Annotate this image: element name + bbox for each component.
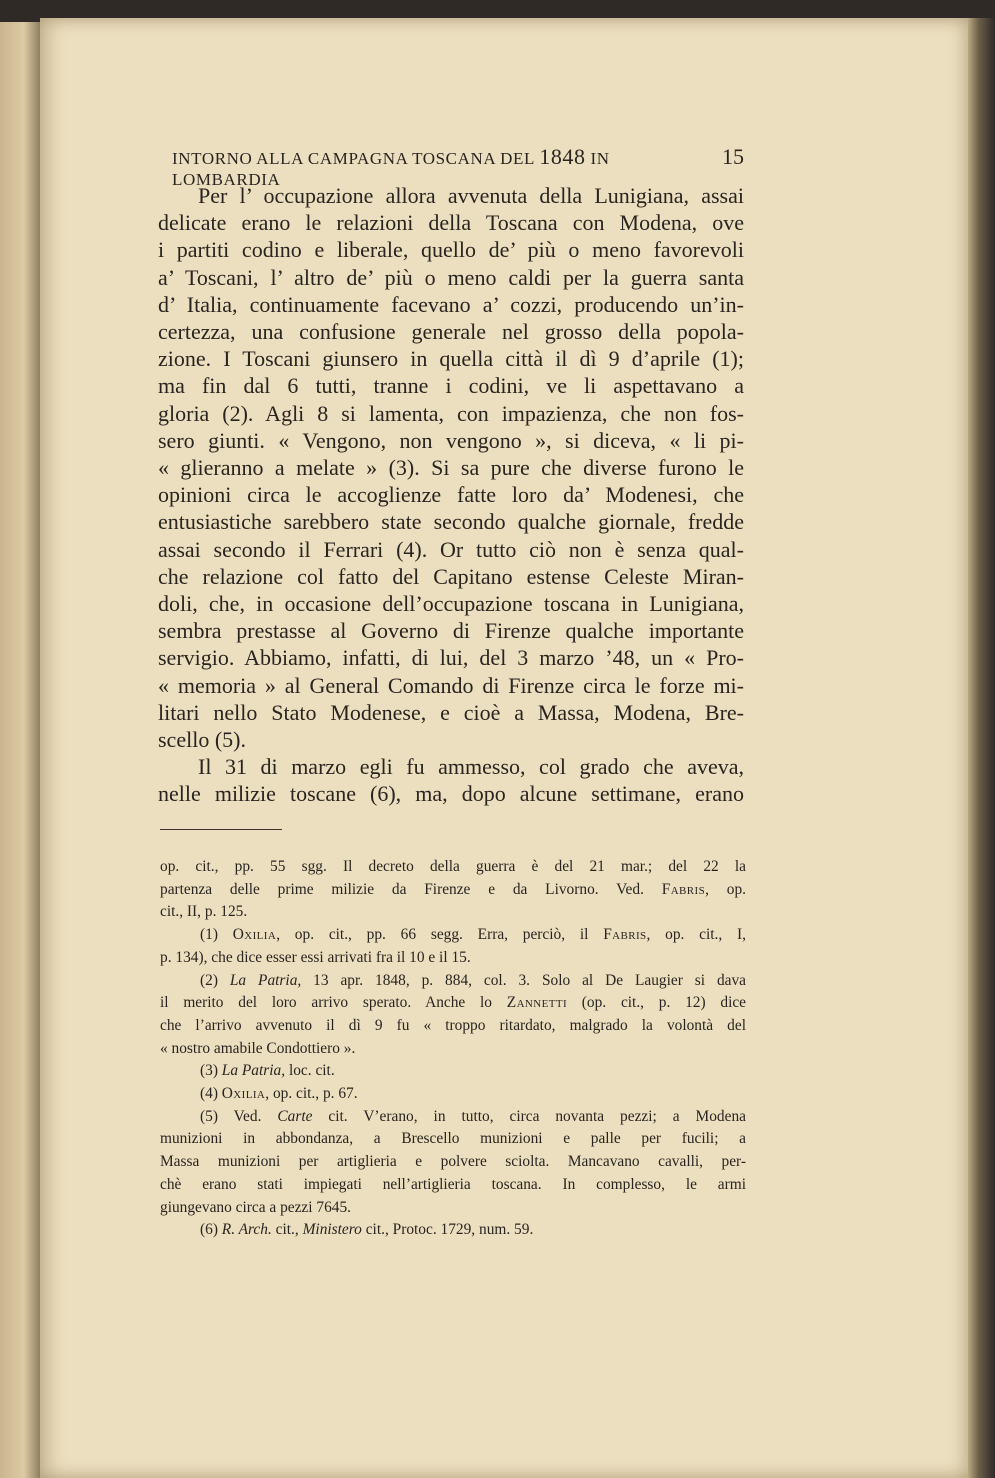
text-line: zione. I Toscani giunsero in quella città il dì 9 d’aprile (1); xyxy=(158,346,744,372)
text-line: d’ Italia, continuamente facevano a’ cozzi, producendo un’in- xyxy=(158,291,744,317)
text-line: opinioni circa le accoglienze fatte loro da’ Modenesi, che xyxy=(158,482,744,508)
facing-page-edge xyxy=(0,22,40,1478)
note-line: (2) La Patria, 13 apr. 1848, p. 884, col. 3. Solo al De Laugier si dava xyxy=(200,971,746,989)
paragraph-2 xyxy=(158,753,744,807)
footnote-6 xyxy=(160,1219,746,1242)
footnote-4 xyxy=(160,1083,746,1106)
text-line: servigio. Abbiamo, infatti, di lui, del 3 marzo ’48, un « Pro- xyxy=(158,645,744,671)
text-line: gloria (2). Agli 8 si lamenta, con impazienza, che non fos- xyxy=(158,400,744,426)
note-line: (4) Oxilia, op. cit., p. 67. xyxy=(200,1085,358,1103)
paragraph-1 xyxy=(158,182,744,753)
text-line: sero giunti. « Vengono, non vengono », si diceva, « li pi- xyxy=(158,427,744,453)
note-line: che l’arrivo avvenuto il dì 9 fu « troppo ritardato, malgrado la volontà del xyxy=(160,1016,746,1034)
note-line: (1) Oxilia, op. cit., pp. 66 segg. Erra, perciò, il Fabris, op. cit., I, xyxy=(200,926,747,944)
text-line: a’ Toscani, l’ altro de’ più o meno caldi per la guerra santa xyxy=(158,264,744,290)
body-text xyxy=(158,182,744,808)
page-edge-shadow xyxy=(968,18,995,1478)
footnote-5 xyxy=(160,1106,746,1220)
note-line: munizioni in abbondanza, a Brescello munizioni e palle per fucili; a xyxy=(160,1130,746,1148)
text-line: scello (5). xyxy=(158,727,246,753)
note-line: giungevano circa a pezzi 7645. xyxy=(160,1198,352,1216)
footnote-2 xyxy=(160,970,746,1061)
text-line: « glieranno a melate » (3). Si sa pure che diverse furono le xyxy=(158,455,744,481)
note-line: cit., II, p. 125. xyxy=(160,903,248,921)
note-line: chè erano stati impiegati nell’artiglieria toscana. In complesso, le armi xyxy=(160,1175,746,1193)
note-line: (3) La Patria, loc. cit. xyxy=(200,1062,335,1080)
text-line: litari nello Stato Modenese, e cioè a Massa, Modena, Bre- xyxy=(158,699,744,725)
text-line: « memoria » al General Comando di Firenze circa le forze mi- xyxy=(158,672,744,698)
note-line: partenza delle prime milizie da Firenze e da Livorno. Ved. Fabris, op. xyxy=(160,880,747,898)
note-line: il merito del loro arrivo sperato. Anche lo Zannetti (op. cit., p. 12) dice xyxy=(160,994,747,1012)
footnote-1 xyxy=(160,924,746,969)
note-line: p. 134), che dice esser essi arrivati fra il 10 e il 15. xyxy=(160,948,471,966)
text-line: doli, che, in occasione dell’occupazione toscana in Lunigiana, xyxy=(158,591,744,617)
text-line: ma fin dal 6 tutti, tranne i codini, ve li aspettavano a xyxy=(158,373,744,399)
footnote-continuation xyxy=(160,856,746,924)
text-line: Per l’ occupazione allora avvenuta della Lunigiana, assai xyxy=(198,183,744,208)
note-line: op. cit., pp. 55 sgg. Il decreto della guerra è del 21 mar.; del 22 la xyxy=(160,858,746,875)
note-line: (6) R. Arch. cit., Ministero cit., Protoc. 1729, num. 59. xyxy=(200,1221,534,1239)
text-line: delicate erano le relazioni della Toscana con Modena, ove xyxy=(158,210,744,236)
note-line: Massa munizioni per artiglieria e polvere sciolta. Mancavano cavalli, per- xyxy=(160,1153,746,1171)
footnotes xyxy=(160,856,746,1242)
note-line: « nostro amabile Condottiero ». xyxy=(160,1039,356,1057)
text-line: sembra prestasse al Governo di Firenze qualche importante xyxy=(158,618,744,644)
text-line: nelle milizie toscane (6), ma, dopo alcune settimane, erano xyxy=(158,781,744,807)
text-line: entusiastiche sarebbero state secondo qualche giornale, fredde xyxy=(158,509,744,535)
text-line: i partiti codino e liberale, quello de’ più o meno favorevoli xyxy=(158,237,744,263)
footnote-3 xyxy=(160,1060,746,1083)
text-line: assai secondo il Ferrari (4). Or tutto ciò non è senza qual- xyxy=(158,536,744,562)
text-line: certezza, una confusione generale nel grosso della popola- xyxy=(158,319,744,345)
text-line: Il 31 di marzo egli fu ammesso, col grado che aveva, xyxy=(198,754,744,780)
text-line: che relazione col fatto del Capitano estense Celeste Miran- xyxy=(158,563,744,589)
page-number: 15 xyxy=(722,144,744,169)
running-head-title: INTORNO ALLA CAMPAGNA TOSCANA DEL 1848 IN LOMBARDIA xyxy=(172,144,610,189)
note-line: (5) Ved. Carte cit. V’erano, in tutto, circa novanta pezzi; a Modena xyxy=(200,1107,746,1125)
footnote-rule xyxy=(160,829,282,830)
